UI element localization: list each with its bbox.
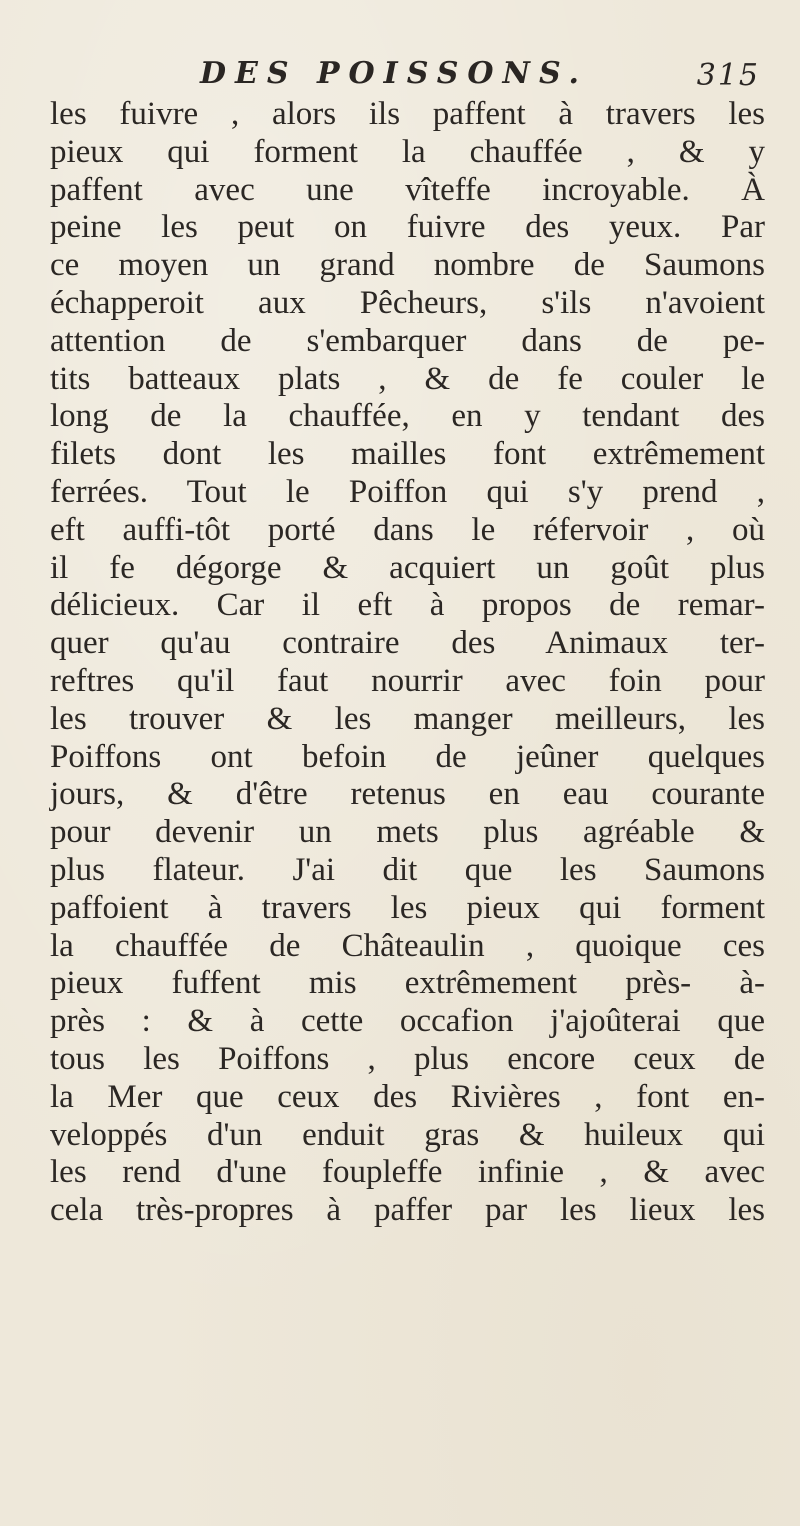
text-line: près : & à cette occafion j'ajoûterai que [50, 1003, 765, 1040]
text-line: la Mer que ceux des Rivières , font en- [50, 1078, 765, 1115]
text-line: reftres qu'il faut nourrir avec foin pour [50, 662, 765, 699]
running-title: DES POISSONS. [200, 56, 588, 91]
text-line: il fe dégorge & acquiert un goût plus [50, 549, 765, 586]
text-line: la chauffée de Châteaulin , quoique ces [50, 927, 765, 964]
text-line: quer qu'au contraire des Animaux ter- [50, 625, 765, 662]
body-text [50, 96, 765, 1230]
text-line: pieux qui forment la chauffée , & y [50, 133, 765, 170]
text-line: ce moyen un grand nombre de Saumons [50, 247, 765, 284]
text-line: les fuivre , alors ils paffent à travers les [50, 96, 765, 132]
text-line: ferrées. Tout le Poiffon qui s'y prend , [50, 473, 765, 510]
text-line: eft auffi-tôt porté dans le réfervoir , où [50, 511, 765, 548]
text-line: plus flateur. J'ai dit que les Saumons [50, 851, 765, 888]
page-header [200, 56, 760, 96]
text-line: filets dont les mailles font extrêmement [50, 436, 765, 473]
text-line: échapperoit aux Pêcheurs, s'ils n'avoient [50, 284, 765, 321]
text-line: tous les Poiffons , plus encore ceux de [50, 1040, 765, 1077]
text-line: tits batteaux plats , & de fe couler le [50, 360, 765, 397]
text-line: délicieux. Car il eft à propos de remar- [50, 587, 765, 624]
text-line: long de la chauffée, en y tendant des [50, 398, 765, 435]
text-line: paffoient à travers les pieux qui forment [50, 889, 765, 926]
text-line: peine les peut on fuivre des yeux. Par [50, 209, 765, 246]
text-line: pour devenir un mets plus agréable & [50, 814, 765, 851]
text-line: Poiffons ont befoin de jeûner quelques [50, 738, 765, 775]
text-line: les rend d'une foupleffe infinie , & avec [50, 1154, 765, 1191]
text-line: paffent avec une vîteffe incroyable. À [50, 171, 765, 208]
text-line: pieux fuffent mis extrêmement près- à- [50, 965, 765, 1002]
text-line: cela très-propres à paffer par les lieux les [50, 1192, 765, 1229]
text-line: jours, & d'être retenus en eau courante [50, 776, 765, 813]
text-line: veloppés d'un enduit gras & huileux qui [50, 1116, 765, 1153]
text-line: attention de s'embarquer dans de pe- [50, 322, 765, 359]
text-line: les trouver & les manger meilleurs, les [50, 700, 765, 737]
page-number: 315 [696, 58, 760, 93]
